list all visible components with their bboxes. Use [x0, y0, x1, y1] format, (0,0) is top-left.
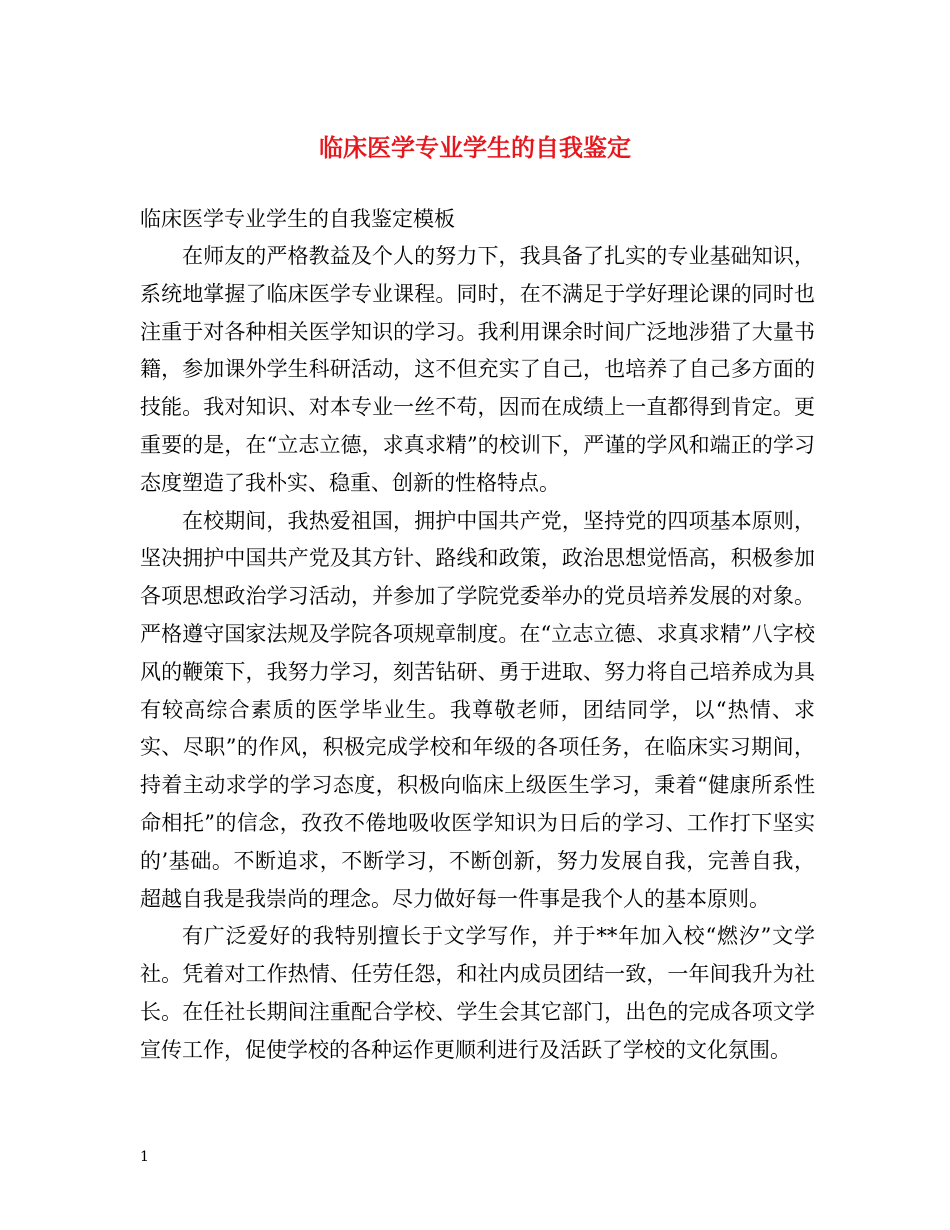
document-title: 临床医学专业学生的自我鉴定 [319, 133, 631, 162]
paragraph-2: 在校期间，我热爱祖国，拥护中国共产党，坚持党的四项基本原则，坚决拥护中国共产党及其方针、路线和政策，政治思想觉悟高，积极参加各项思想政治学习活动，并参加了学院党委举办的党员培养发展的对象。严格遵守国家法规及学院各项规章制度。在“立志立德、求真求精”八字校风的鞭策下，我努力学习，刻苦钻研、勇于进取、努力将自己培养成为具有较高综合素质的医学毕业生。我尊敬老师，团结同学，以“热情、求实、尽职”的作风，积极完成学校和年级的各项任务，在临床实习期间，持着主动求学的学习态度，积极向临床上级医生学习，秉着“健康所系性命相托”的信念，孜孜不倦地吸收医学知识为日后的学习、工作打下坚实的’基础。不断追求，不断学习，不断创新，努力发展自我，完善自我，超越自我是我崇尚的理念。尽力做好每一件事是我个人的基本原则。 [140, 508, 815, 911]
paragraph-3: 有广泛爱好的我特别擅长于文学写作，并于**年加入校“燃汐”文学社。凭着对工作热情、任劳任怨，和社内成员团结一致，一年间我升为社长。在任社长期间注重配合学校、学生会其它部门，出色的完成各项文学宣传工作，促使学校的各种运作更顺利进行及活跃了学校的文化氛围。 [140, 924, 815, 1062]
page-number: 1 [140, 1149, 149, 1165]
paragraph-1: 在师友的严格教益及个人的努力下，我具备了扎实的专业基础知识，系统地掌握了临床医学专业课程。同时，在不满足于学好理论课的同时也注重于对各种相关医学知识的学习。我利用课余时间广泛地涉猎了大量书籍，参加课外学生科研活动，这不但充实了自己，也培养了自己多方面的技能。我对知识、对本专业一丝不苟，因而在成绩上一直都得到肯定。更重要的是，在“立志立德，求真求精”的校训下，严谨的学风和端正的学习态度塑造了我朴实、稳重、创新的性格特点。 [140, 244, 815, 495]
document-body [140, 200, 815, 1070]
document-subtitle: 临床医学专业学生的自我鉴定模板 [140, 207, 455, 231]
